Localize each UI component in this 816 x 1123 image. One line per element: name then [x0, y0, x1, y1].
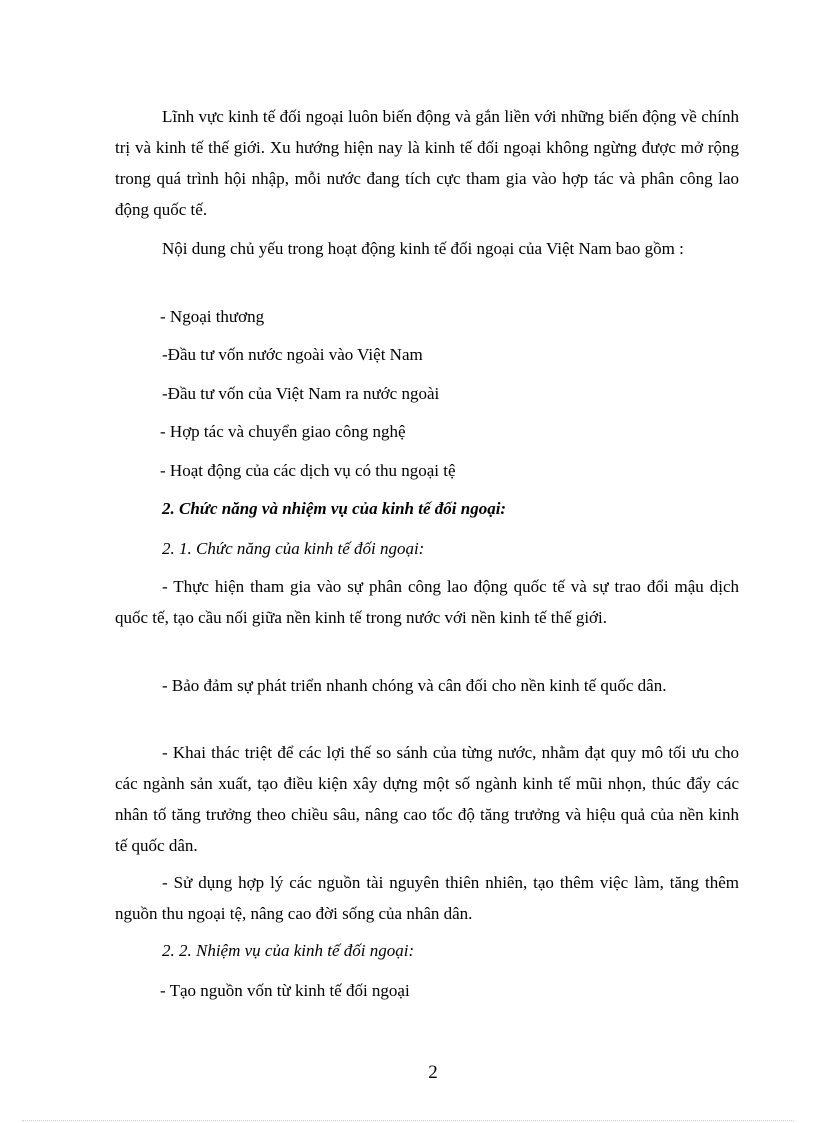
function-paragraph: - Thực hiện tham gia vào sự phân công lao động quốc tế và sự trao đổi mậu dịch quốc tế, tạo cầu nối giữa nền kinh tế trong nước với nền kinh tế thế giới.: [115, 577, 739, 627]
intro-paragraph-1: Lĩnh vực kinh tế đối ngoại luôn biến động và gắn liền với những biến động về chính trị và kinh tế thế giới. Xu hướng hiện nay là kinh tế đối ngoại không ngừng được mở rộng trong quá trình hội nhập, mỗi nước đang tích cực tham gia vào hợp tác và phân công lao động quốc tế.: [115, 107, 739, 219]
subsection-heading: 2. 2. Nhiệm vụ của kinh tế đối ngoại:: [162, 941, 415, 960]
function-paragraph: - Sử dụng hợp lý các nguồn tài nguyên thiên nhiên, tạo thêm việc làm, tăng thêm nguồn thu ngoại tệ, nâng cao đời sống của nhân dân.: [115, 873, 739, 923]
section-heading: 2. Chức năng và nhiệm vụ của kinh tế đối ngoại:: [162, 499, 507, 518]
page-number: 2: [428, 1062, 438, 1083]
function-paragraph: - Bảo đảm sự phát triển nhanh chóng và cân đối cho nền kinh tế quốc dân.: [162, 676, 667, 695]
list-item: - Ngoại thương: [160, 307, 265, 326]
list-item: -Đầu tư vốn của Việt Nam ra nước ngoài: [162, 384, 440, 403]
list-item: - Tạo nguồn vốn từ kinh tế đối ngoại: [160, 981, 410, 1000]
list-item: - Hợp tác và chuyển giao công nghệ: [160, 422, 406, 441]
function-paragraph: - Khai thác triệt để các lợi thế so sánh của từng nước, nhằm đạt quy mô tối ưu cho các ngành sản xuất, tạo điều kiện xây dựng một số ngành kinh tế mũi nhọn, thúc đẩy các nhân tố tăng trưởng theo chiều sâu, nâng cao tốc độ tăng trưởng và hiệu quả của nền kinh tế quốc dân.: [115, 743, 739, 855]
intro-paragraph-2: Nội dung chủ yếu trong hoạt động kinh tế đối ngoại của Việt Nam bao gồm :: [162, 239, 684, 258]
subsection-heading: 2. 1. Chức năng của kinh tế đối ngoại:: [162, 539, 425, 558]
list-item: -Đầu tư vốn nước ngoài vào Việt Nam: [162, 345, 423, 364]
list-item: - Hoạt động của các dịch vụ có thu ngoại tệ: [160, 461, 456, 480]
page-divider: [22, 1120, 794, 1121]
